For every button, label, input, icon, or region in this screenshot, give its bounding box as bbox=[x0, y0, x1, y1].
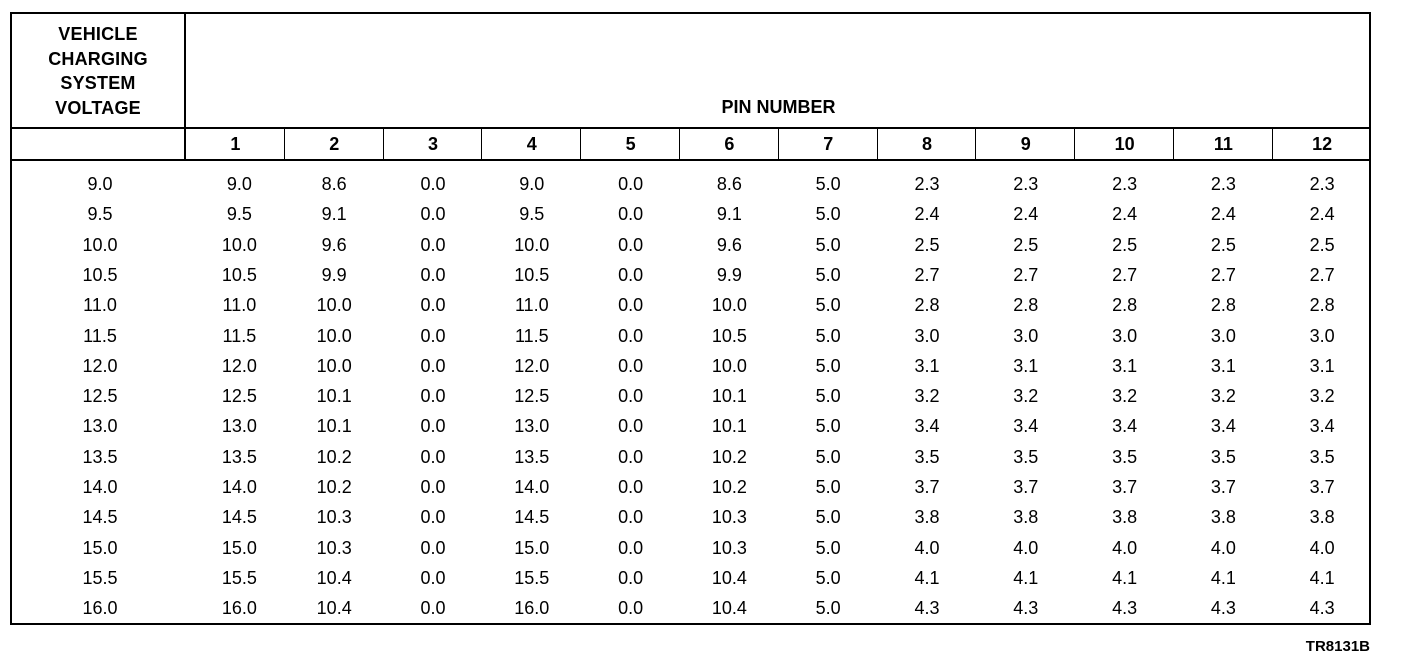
header-divider bbox=[12, 127, 1369, 129]
pin-value-cell: 2.8 bbox=[1013, 295, 1039, 316]
pin-value-cell: 5.0 bbox=[815, 477, 841, 497]
pin-value-cell: 2.5 bbox=[1112, 234, 1138, 255]
pin-value-cell: 3.1 bbox=[1210, 355, 1236, 376]
pin-value-cell: 11.0 bbox=[514, 295, 549, 316]
pin-value-cell: 2.4 bbox=[1309, 204, 1335, 225]
pin-value-cell: 3.0 bbox=[1309, 325, 1335, 346]
pin-value-cell: 10.2 bbox=[316, 477, 352, 497]
corner-header-line: VOLTAGE bbox=[55, 97, 141, 118]
pin-value-cell: 9.0 bbox=[519, 174, 545, 194]
pin-value-cell: 10.1 bbox=[711, 386, 747, 407]
pin-value-cell: 3.1 bbox=[914, 355, 940, 376]
pin-value-cell: 0.0 bbox=[618, 295, 644, 316]
corner-header bbox=[12, 22, 184, 120]
pin-value-cell: 10.1 bbox=[316, 386, 352, 407]
pin-value-cell: 2.7 bbox=[914, 264, 940, 285]
pin-header-9: 9 bbox=[1020, 134, 1031, 154]
pin-value-cell: 10.4 bbox=[316, 598, 352, 619]
pin-value-cell: 0.0 bbox=[618, 386, 644, 407]
pin-value-cell: 15.5 bbox=[221, 567, 257, 588]
pin-value-cell: 5.0 bbox=[815, 325, 841, 346]
pin-value-cell: 12.5 bbox=[221, 386, 257, 407]
pin-value-cell: 10.3 bbox=[711, 537, 747, 558]
pin-value-cell: 13.5 bbox=[221, 446, 257, 467]
pin-value-cell: 3.1 bbox=[1013, 355, 1039, 376]
pin-value-cell: 3.5 bbox=[1112, 446, 1138, 467]
voltage-cell: 11.0 bbox=[83, 295, 117, 316]
pin-value-cell: 0.0 bbox=[618, 567, 644, 588]
pin-value-cell: 10.0 bbox=[316, 325, 352, 346]
voltage-cell: 9.5 bbox=[87, 204, 113, 225]
pin-value-cell: 9.1 bbox=[716, 204, 742, 225]
pin-value-cell: 3.2 bbox=[1210, 386, 1236, 407]
pin-value-cell: 12.0 bbox=[514, 355, 550, 376]
pin-value-cell: 10.5 bbox=[514, 264, 550, 285]
pin-value-cell: 8.6 bbox=[716, 174, 742, 194]
pin-value-cell: 2.5 bbox=[1013, 234, 1039, 255]
pin-value-cell: 3.4 bbox=[1210, 416, 1236, 437]
pin-value-cell: 9.9 bbox=[321, 264, 347, 285]
pin-value-cell: 5.0 bbox=[815, 507, 841, 528]
pin-value-cell: 5.0 bbox=[815, 537, 841, 558]
pin-value-cell: 4.3 bbox=[1013, 598, 1039, 619]
pin-value-cell: 0.0 bbox=[420, 537, 446, 558]
pin-value-cell: 3.7 bbox=[1210, 477, 1236, 497]
pin-value-cell: 5.0 bbox=[815, 567, 841, 588]
pin-value-cell: 5.0 bbox=[815, 234, 841, 255]
pin-value-cell: 0.0 bbox=[618, 174, 644, 194]
pin-value-cell: 10.0 bbox=[711, 295, 747, 316]
pin-value-cell: 4.1 bbox=[1210, 567, 1236, 588]
pin-value-cell: 10.4 bbox=[316, 567, 352, 588]
pin-value-cell: 5.0 bbox=[815, 416, 841, 437]
pin-header-3: 3 bbox=[427, 134, 438, 154]
pin-value-cell: 0.0 bbox=[618, 325, 644, 346]
pin-header-2: 2 bbox=[329, 134, 340, 154]
pin-value-cell: 2.4 bbox=[1013, 204, 1039, 225]
pin-value-cell: 2.3 bbox=[1309, 174, 1335, 194]
pin-value-cell: 4.3 bbox=[1309, 598, 1335, 619]
pin-value-cell: 9.6 bbox=[716, 234, 742, 255]
pin-value-cell: 5.0 bbox=[815, 295, 841, 316]
pin-value-cell: 3.0 bbox=[1112, 325, 1138, 346]
pin-value-cell: 10.0 bbox=[711, 355, 747, 376]
pin-value-cell: 2.3 bbox=[1112, 174, 1138, 194]
pin-value-cell: 12.0 bbox=[221, 355, 257, 376]
pin-value-cell: 0.0 bbox=[420, 446, 446, 467]
pin-value-cell: 9.6 bbox=[321, 234, 347, 255]
pin-value-cell: 10.3 bbox=[316, 537, 352, 558]
voltage-cell: 9.0 bbox=[87, 174, 113, 194]
pin-value-cell: 2.5 bbox=[1210, 234, 1236, 255]
pin-value-cell: 2.7 bbox=[1013, 264, 1039, 285]
pin-header-7: 7 bbox=[823, 134, 834, 154]
pin-value-cell: 5.0 bbox=[815, 386, 841, 407]
pin-value-cell: 10.2 bbox=[711, 446, 747, 467]
pin-value-cell: 11.0 bbox=[222, 295, 257, 316]
pin-value-cell: 2.4 bbox=[1210, 204, 1236, 225]
pin-value-cell: 2.5 bbox=[914, 234, 940, 255]
pin-value-cell: 10.0 bbox=[316, 295, 352, 316]
pin-header-11: 11 bbox=[1213, 134, 1233, 154]
pin-value-cell: 0.0 bbox=[420, 325, 446, 346]
pin-value-cell: 2.7 bbox=[1309, 264, 1335, 285]
pin-value-cell: 10.5 bbox=[221, 264, 257, 285]
pin-value-cell: 5.0 bbox=[815, 264, 841, 285]
pin-value-cell: 2.3 bbox=[1013, 174, 1039, 194]
pin-value-cell: 12.5 bbox=[514, 386, 550, 407]
pin-value-cell: 5.0 bbox=[815, 204, 841, 225]
pin-value-cell: 5.0 bbox=[815, 598, 841, 619]
voltage-cell: 14.0 bbox=[82, 477, 118, 497]
voltage-cell: 11.5 bbox=[83, 325, 117, 346]
voltage-cell: 15.5 bbox=[82, 567, 118, 588]
pin-value-cell: 0.0 bbox=[618, 537, 644, 558]
pin-value-cell: 4.0 bbox=[1013, 537, 1039, 558]
pin-value-cell: 5.0 bbox=[815, 446, 841, 467]
pin-value-cell: 2.3 bbox=[1210, 174, 1236, 194]
pin-value-cell: 11.5 bbox=[222, 325, 257, 346]
pin-value-cell: 14.0 bbox=[514, 477, 550, 497]
pin-value-cell: 3.4 bbox=[914, 416, 940, 437]
pin-value-cell: 0.0 bbox=[420, 174, 446, 194]
pin-value-cell: 3.8 bbox=[914, 507, 940, 528]
pin-value-cell: 3.0 bbox=[1013, 325, 1039, 346]
pin-value-cell: 4.1 bbox=[1309, 567, 1335, 588]
pin-value-cell: 3.2 bbox=[914, 386, 940, 407]
pin-value-cell: 10.3 bbox=[316, 507, 352, 528]
pin-value-cell: 0.0 bbox=[618, 264, 644, 285]
pin-value-cell: 0.0 bbox=[420, 598, 446, 619]
pin-value-cell: 4.0 bbox=[914, 537, 940, 558]
voltage-cell: 12.5 bbox=[82, 386, 118, 407]
pin-value-cell: 0.0 bbox=[420, 507, 446, 528]
pin-value-cell: 3.8 bbox=[1210, 507, 1236, 528]
pin-value-cell: 16.0 bbox=[221, 598, 257, 619]
pin-value-cell: 0.0 bbox=[420, 567, 446, 588]
pin-value-cell: 0.0 bbox=[618, 477, 644, 497]
voltage-cell: 14.5 bbox=[82, 507, 118, 528]
pin-value-cell: 0.0 bbox=[420, 355, 446, 376]
pin-value-cell: 3.7 bbox=[914, 477, 940, 497]
corner-header-line: SYSTEM bbox=[60, 73, 136, 93]
pin-number-header: PIN NUMBER bbox=[721, 97, 836, 117]
voltage-cell: 15.0 bbox=[82, 537, 118, 558]
pin-value-cell: 3.0 bbox=[914, 325, 940, 346]
pin-value-cell: 4.3 bbox=[1210, 598, 1236, 619]
pin-value-cell: 3.7 bbox=[1309, 477, 1335, 497]
pin-value-cell: 4.0 bbox=[1210, 537, 1236, 558]
voltage-cell: 13.0 bbox=[82, 416, 118, 437]
pin-value-cell: 5.0 bbox=[815, 174, 841, 194]
pin-value-cell: 3.5 bbox=[1210, 446, 1236, 467]
pin-value-cell: 10.2 bbox=[711, 477, 747, 497]
pin-value-cell: 0.0 bbox=[420, 204, 446, 225]
pin-value-cell: 4.0 bbox=[1112, 537, 1138, 558]
pin-value-cell: 15.0 bbox=[514, 537, 550, 558]
pin-value-cell: 2.8 bbox=[1112, 295, 1138, 316]
pin-value-cell: 9.0 bbox=[226, 174, 252, 194]
pin-value-cell: 0.0 bbox=[618, 355, 644, 376]
pin-value-cell: 0.0 bbox=[420, 264, 446, 285]
pin-header-1: 1 bbox=[230, 134, 241, 154]
pin-value-cell: 15.0 bbox=[221, 537, 257, 558]
pin-value-cell: 0.0 bbox=[618, 416, 644, 437]
corner-header-line: VEHICLE bbox=[58, 24, 138, 44]
pin-value-cell: 3.8 bbox=[1112, 507, 1138, 528]
pin-value-cell: 0.0 bbox=[618, 204, 644, 225]
pin-value-cell: 3.2 bbox=[1309, 386, 1335, 407]
voltage-cell: 10.5 bbox=[82, 264, 118, 285]
pin-value-cell: 3.7 bbox=[1112, 477, 1138, 497]
pin-value-cell: 3.5 bbox=[1013, 446, 1039, 467]
voltage-table bbox=[10, 12, 1371, 625]
pin-header-4: 4 bbox=[526, 134, 537, 154]
pin-header-10: 10 bbox=[1114, 134, 1135, 154]
pin-value-cell: 2.8 bbox=[1309, 295, 1335, 316]
pin-value-cell: 0.0 bbox=[420, 234, 446, 255]
pin-header-5: 5 bbox=[625, 134, 636, 154]
pin-value-cell: 3.5 bbox=[914, 446, 940, 467]
pin-value-cell: 8.6 bbox=[321, 174, 347, 194]
pin-value-cell: 4.3 bbox=[914, 598, 940, 619]
pin-value-cell: 10.4 bbox=[711, 567, 747, 588]
voltage-cell: 13.5 bbox=[82, 446, 118, 467]
pin-value-cell: 2.8 bbox=[914, 295, 940, 316]
pin-value-cell: 9.9 bbox=[716, 264, 742, 285]
pin-value-cell: 2.5 bbox=[1309, 234, 1335, 255]
pin-value-cell: 2.7 bbox=[1210, 264, 1236, 285]
pin-value-cell: 10.0 bbox=[514, 234, 550, 255]
pin-value-cell: 13.5 bbox=[514, 446, 550, 467]
pin-value-cell: 4.1 bbox=[1013, 567, 1039, 588]
pin-value-cell: 10.2 bbox=[316, 446, 352, 467]
pin-value-cell: 16.0 bbox=[514, 598, 550, 619]
pin-value-cell: 9.5 bbox=[519, 204, 545, 225]
pin-header-12: 12 bbox=[1312, 134, 1333, 154]
pin-value-cell: 10.3 bbox=[711, 507, 747, 528]
pin-value-cell: 3.1 bbox=[1112, 355, 1138, 376]
pin-value-cell: 10.0 bbox=[316, 355, 352, 376]
pin-value-cell: 0.0 bbox=[420, 416, 446, 437]
reference-code: TR8131B bbox=[1305, 638, 1370, 655]
pin-value-cell: 14.0 bbox=[221, 477, 257, 497]
pin-value-cell: 14.5 bbox=[221, 507, 257, 528]
pin-value-cell: 10.1 bbox=[316, 416, 352, 437]
voltage-cell: 16.0 bbox=[82, 598, 118, 619]
pin-value-cell: 2.8 bbox=[1210, 295, 1236, 316]
pin-value-cell: 0.0 bbox=[420, 477, 446, 497]
pin-value-cell: 3.8 bbox=[1309, 507, 1335, 528]
pin-value-cell: 3.2 bbox=[1013, 386, 1039, 407]
pin-value-cell: 14.5 bbox=[514, 507, 550, 528]
pin-value-cell: 10.1 bbox=[711, 416, 747, 437]
pin-value-cell: 4.1 bbox=[914, 567, 940, 588]
pin-value-cell: 3.4 bbox=[1112, 416, 1138, 437]
pin-value-cell: 3.5 bbox=[1309, 446, 1335, 467]
pin-value-cell: 2.7 bbox=[1112, 264, 1138, 285]
pin-value-cell: 9.5 bbox=[226, 204, 252, 225]
pin-value-cell: 4.0 bbox=[1309, 537, 1335, 558]
pin-value-cell: 0.0 bbox=[618, 446, 644, 467]
pin-header-8: 8 bbox=[921, 134, 932, 154]
corner-header-line: CHARGING bbox=[48, 48, 148, 69]
pin-value-cell: 13.0 bbox=[514, 416, 550, 437]
pin-value-cell: 4.3 bbox=[1112, 598, 1138, 619]
pin-value-cell: 10.5 bbox=[711, 325, 747, 346]
pin-value-cell: 0.0 bbox=[420, 386, 446, 407]
pin-value-cell: 10.0 bbox=[221, 234, 257, 255]
pin-value-cell: 5.0 bbox=[815, 355, 841, 376]
voltage-cell: 12.0 bbox=[82, 355, 118, 376]
pin-value-cell: 3.8 bbox=[1013, 507, 1039, 528]
pin-header-divider bbox=[12, 159, 1369, 161]
pin-value-cell: 15.5 bbox=[514, 567, 550, 588]
pin-value-cell: 3.7 bbox=[1013, 477, 1039, 497]
pin-value-cell: 3.4 bbox=[1013, 416, 1039, 437]
voltage-cell: 10.0 bbox=[82, 234, 118, 255]
pin-value-cell: 0.0 bbox=[618, 507, 644, 528]
pin-value-cell: 2.4 bbox=[914, 204, 940, 225]
pin-value-cell: 3.4 bbox=[1309, 416, 1335, 437]
pin-value-cell: 2.3 bbox=[914, 174, 940, 194]
pin-value-cell: 4.1 bbox=[1112, 567, 1138, 588]
pin-value-cell: 2.4 bbox=[1112, 204, 1138, 225]
pin-value-cell: 9.1 bbox=[321, 204, 347, 225]
pin-value-cell: 0.0 bbox=[618, 234, 644, 255]
pin-value-cell: 3.2 bbox=[1112, 386, 1138, 407]
pin-value-cell: 10.4 bbox=[711, 598, 747, 619]
pin-value-cell: 13.0 bbox=[221, 416, 257, 437]
pin-value-cell: 3.1 bbox=[1309, 355, 1335, 376]
pin-value-cell: 11.5 bbox=[514, 325, 549, 346]
pin-value-cell: 0.0 bbox=[618, 598, 644, 619]
pin-value-cell: 3.0 bbox=[1210, 325, 1236, 346]
pin-value-cell: 0.0 bbox=[420, 295, 446, 316]
pin-header-6: 6 bbox=[724, 134, 735, 154]
